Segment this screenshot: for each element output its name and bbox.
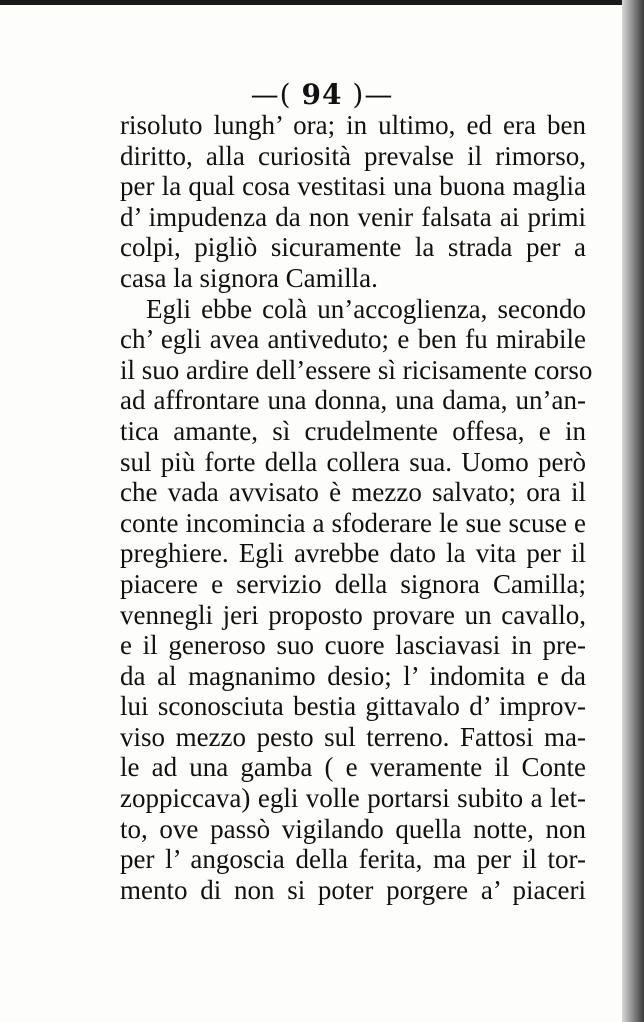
text-line: risoluto lungh’ ora; in ultimo, ed era ben [120,110,586,140]
text-line: diritto, alla curiosità prevalse il rimorso, [120,140,586,171]
page-header [0,78,644,111]
text-line: ad affrontare una donna, una dama, un’an- [120,385,586,416]
text-line: preghiere. Egli avrebbe dato la vita per il [120,538,586,569]
header-dash-left: —( [250,78,292,111]
text-line: viso mezzo pesto sul terreno. Fattosi ma- [120,721,586,752]
text-line: mento di non si poter porgere a’ piaceri [120,874,586,905]
text-line: d’ impudenza da non venir falsata ai primi [120,201,586,232]
text-line: sul più forte della collera sua. Uomo però [120,446,586,477]
text-line: lui sconosciuta bestia gittavalo d’ improv- [120,691,586,722]
paragraph-start-line: Egli ebbe colà un’accoglienza, secondo [146,293,586,324]
header-dash-right: )— [352,78,394,111]
scan-page-binding-edge [622,0,644,1022]
text-line: da al magnanimo desio; l’ indomita e da [120,660,586,691]
body-text [120,110,593,905]
text-line: le ad una gamba ( e veramente il Conte [120,752,586,783]
scan-top-edge [0,0,644,5]
text-line: vennegli jeri proposto provare un cavallo, [120,599,586,630]
text-line: casa la signora Camilla. [120,262,378,293]
text-line: e il generoso suo cuore lasciavasi in pre- [120,630,586,661]
text-line: per la qual cosa vestitasi una buona maglia [120,171,586,202]
page-number: 94 [301,78,343,111]
text-line: che vada avvisato è mezzo salvato; ora il [120,477,586,508]
text-line: colpi, pigliò sicuramente la strada per a [120,232,586,263]
text-line: ch’ egli avea antiveduto; e ben fu mirabile [120,324,586,355]
text-line: zoppiccava) egli volle portarsi subito a let- [120,783,586,814]
text-line: to, ove passò vigilando quella notte, non [120,813,586,844]
text-line: il suo ardire dell’essere sì ricisamente corso [120,354,593,385]
text-line: piacere e servizio della signora Camilla; [120,568,586,599]
text-line: conte incomincia a sfoderare le sue scuse e [120,507,586,538]
text-line: tica amante, sì crudelmente offesa, e in [120,415,586,446]
text-line: per l’ angoscia della ferita, ma per il tor- [120,844,586,875]
